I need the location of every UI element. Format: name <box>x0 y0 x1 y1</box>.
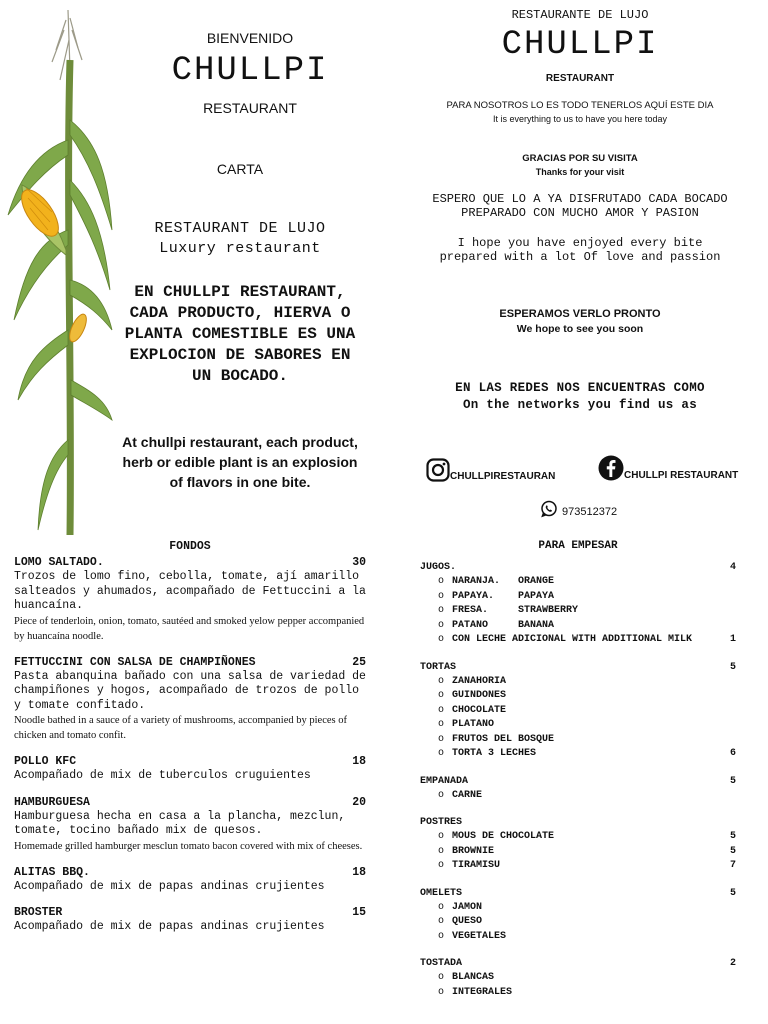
thanks-en: Thanks for your visit <box>535 167 625 177</box>
dish-name: POLLO KFC <box>14 755 77 768</box>
see-soon-es: ESPERAMOS VERLO PRONTO <box>499 308 661 320</box>
instagram-handle[interactable] <box>426 458 555 482</box>
menu-category <box>420 957 736 1000</box>
dish-item <box>14 796 366 854</box>
dish-name: HAMBURGUESA <box>14 795 90 809</box>
dish-header <box>14 656 366 670</box>
fondos-section <box>14 540 366 947</box>
brand-title: CHULLPI <box>171 52 329 90</box>
corn-plant-illustration <box>0 0 120 540</box>
facebook-icon <box>598 455 624 481</box>
dish-name: LOMO SALTADO. <box>14 556 104 569</box>
dish-description-en: Piece of tenderloin, onion, tomato, sautéed and smoked yelow pepper accompanied by huancaína noodle. <box>14 615 365 642</box>
menu-item <box>438 675 736 690</box>
dish-description: Acompañado de mix de papas andinas crujientes <box>14 879 325 893</box>
facebook-handle[interactable] <box>598 455 738 481</box>
dish-header <box>14 796 366 810</box>
menu-item-name: o VEGETALES <box>438 930 506 945</box>
menu-item <box>438 718 736 733</box>
menu-item-price: 5 <box>729 845 736 857</box>
menu-item <box>438 575 736 590</box>
right-kicker: RESTAURANTE DE LUJO <box>511 8 649 22</box>
dish-header <box>14 556 366 570</box>
dish-description: Acompañado de mix de tuberculos cruguientes <box>14 769 311 782</box>
right-brand-title: CHULLPI <box>501 26 659 64</box>
dish-header <box>14 755 366 769</box>
menu-item-name: o JAMON <box>438 901 482 916</box>
menu-item <box>438 689 736 704</box>
menu-item-name: o CARNE <box>438 789 482 804</box>
category-items <box>420 575 736 648</box>
category-items <box>420 789 736 804</box>
category-price: 2 <box>729 958 736 969</box>
category-header <box>420 887 736 901</box>
menu-item-name: o MOUS DE CHOCOLATE <box>438 830 554 845</box>
tagline-es: PARA NOSOTROS LO ES TODO TENERLOS AQUÍ ESTE DIA <box>446 100 714 111</box>
dish-price: 15 <box>352 906 366 919</box>
menu-item-name: o INTEGRALES <box>438 986 512 1001</box>
networks-en: On the networks you find us as <box>462 398 698 412</box>
category-name: OMELETS <box>420 887 463 899</box>
dish-description: Pasta abanquina bañado con una salsa de variedad de champiñones y hogos, acompañado de trozos de pollo y tomate confitado. <box>14 669 366 712</box>
menu-item <box>438 901 736 916</box>
empesar-section <box>420 540 736 1013</box>
instagram-label: CHULLPIRESTAURAN <box>450 471 556 482</box>
category-header <box>420 816 736 830</box>
thanks-es: GRACIAS POR SU VISITA <box>522 153 638 164</box>
instagram-icon <box>426 458 450 482</box>
menu-item-name: o PATANO BANANA <box>438 619 554 634</box>
hope-es: ESPERO QUE LO A YA DISFRUTADO CADA BOCADO PREPARADO CON MUCHO AMOR Y PASION <box>432 192 728 220</box>
menu-item-name: o CHOCOLATE <box>438 704 506 719</box>
category-header <box>420 661 736 675</box>
menu-item-name: o CON LECHE ADICIONAL WITH ADDITIONAL MILK <box>438 633 692 648</box>
luxury-en: Luxury restaurant <box>159 240 321 257</box>
dish-name: FETTUCCINI CON SALSA DE CHAMPIÑONES <box>14 655 256 669</box>
fondos-list <box>14 556 366 935</box>
menu-item <box>438 733 736 748</box>
dish-price: 25 <box>352 655 366 669</box>
category-price: 4 <box>729 562 736 573</box>
menu-category <box>420 816 736 874</box>
dish-item <box>14 755 366 784</box>
category-name: JUGOS. <box>420 562 457 573</box>
menu-item <box>438 930 736 945</box>
category-items <box>420 901 736 945</box>
menu-item-name: o TIRAMISU <box>438 859 500 874</box>
menu-item <box>438 915 736 930</box>
menu-item-name: o NARANJA. ORANGE <box>438 575 554 590</box>
luxury-es: RESTAURANT DE LUJO <box>154 220 326 237</box>
dish-description: Acompañado de mix de papas andinas crujientes <box>14 920 325 933</box>
dish-price: 18 <box>352 755 366 768</box>
headline-es: EN CHULLPI RESTAURANT, CADA PRODUCTO, HIERVA O PLANTA COMESTIBLE ES UNA EXPLOCION DE SABORES EN UN BOCADO. <box>124 283 356 385</box>
category-price: 5 <box>729 661 736 673</box>
menu-item <box>438 619 736 634</box>
hope-en: I hope you have enjoyed every bite prepared with a lot Of love and passion <box>439 236 721 264</box>
dish-item <box>14 866 366 895</box>
see-soon-en: We hope to see you soon <box>516 323 644 335</box>
category-name: TOSTADA <box>420 958 463 969</box>
phone-contact[interactable] <box>540 500 617 518</box>
menu-item-name: o FRESA. STRAWBERRY <box>438 604 578 619</box>
phone-number: 973512372 <box>562 506 618 518</box>
menu-category <box>420 661 736 762</box>
menu-category <box>420 887 736 945</box>
category-price: 5 <box>729 775 736 787</box>
menu-category <box>420 561 736 648</box>
fondos-title: FONDOS <box>169 540 211 553</box>
menu-item <box>438 845 736 860</box>
menu-item <box>438 704 736 719</box>
dish-description: Trozos de lomo fino, cebolla, tomate, ají amarillo salteados y ahumados, acompañado de Fettuccini a la huancaína. <box>14 570 366 612</box>
menu-item-name: o PLATANO <box>438 718 494 733</box>
networks-es: EN LAS REDES NOS ENCUENTRAS COMO <box>455 381 705 395</box>
menu-item-name: o ZANAHORIA <box>438 675 506 690</box>
menu-item <box>438 971 736 986</box>
menu-item <box>438 789 736 804</box>
menu-item-price: 1 <box>729 634 736 645</box>
restaurant-subtitle: RESTAURANT <box>203 100 297 116</box>
category-name: POSTRES <box>420 817 463 828</box>
dish-description-en: Noodle bathed in a sauce of a variety of mushrooms, accompanied by pieces of chicken and tomato confit. <box>14 715 347 741</box>
whatsapp-icon <box>540 500 558 518</box>
category-price: 5 <box>729 887 736 899</box>
category-header <box>420 561 736 575</box>
headline-en: At chullpi restaurant, each product, herb or edible plant is an explosion of flavors in one bite. <box>122 434 358 490</box>
dish-description: Hamburguesa hecha en casa a la plancha, mezclun, tomate, tocino bañado mix de quesos. <box>14 809 346 837</box>
facebook-label: CHULLPI RESTAURANT <box>624 470 739 481</box>
category-name: TORTAS <box>420 661 457 673</box>
dish-item <box>14 556 366 644</box>
dish-price: 30 <box>352 556 366 569</box>
dish-name: ALITAS BBQ. <box>14 865 90 879</box>
dish-description-en: Homemade grilled hamburger mesclun tomato bacon covered with mix of cheeses. <box>14 840 363 852</box>
carta-label: CARTA <box>216 161 264 177</box>
right-restaurant-label: RESTAURANT <box>545 73 615 84</box>
welcome-text: BIENVENIDO <box>206 30 294 46</box>
category-header <box>420 775 736 789</box>
category-header <box>420 957 736 971</box>
menu-item-name: o GUINDONES <box>438 689 506 704</box>
menu-category <box>420 775 736 804</box>
menu-item <box>438 830 736 845</box>
dish-header <box>14 866 366 880</box>
dish-name: BROSTER <box>14 906 63 919</box>
category-items <box>420 675 736 762</box>
dish-item <box>14 906 366 935</box>
tagline-en: It is everything to us to have you here today <box>492 114 668 124</box>
menu-item-price: 5 <box>729 831 736 842</box>
menu-item <box>438 633 736 648</box>
dish-header <box>14 906 366 920</box>
dish-price: 20 <box>352 795 366 809</box>
menu-item <box>438 747 736 762</box>
category-name: EMPANADA <box>420 775 469 787</box>
category-items <box>420 971 736 1000</box>
dish-price: 18 <box>352 865 366 879</box>
menu-item-name: o FRUTOS DEL BOSQUE <box>438 733 554 748</box>
empesar-title: PARA EMPESAR <box>538 540 618 552</box>
menu-item <box>438 859 736 874</box>
menu-item-name: o QUESO <box>438 915 482 930</box>
empesar-list <box>420 561 736 1000</box>
menu-item-name: o TORTA 3 LECHES <box>438 747 536 762</box>
category-items <box>420 830 736 874</box>
menu-item-price: 7 <box>729 860 736 871</box>
menu-item <box>438 590 736 605</box>
menu-item-name: o PAPAYA. PAPAYA <box>438 590 554 605</box>
menu-item <box>438 604 736 619</box>
menu-item-name: o BROWNIE <box>438 845 494 860</box>
menu-item <box>438 986 736 1001</box>
menu-item-name: o BLANCAS <box>438 971 494 986</box>
dish-item <box>14 656 366 744</box>
menu-item-price: 6 <box>729 748 736 759</box>
